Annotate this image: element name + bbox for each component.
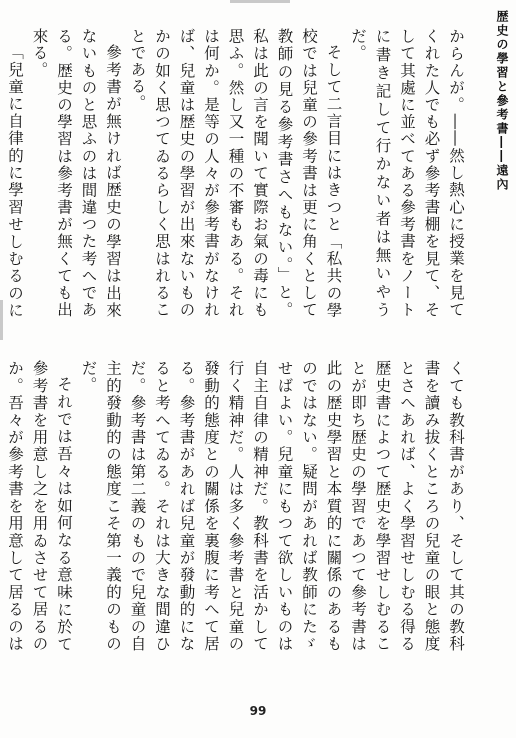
running-head: 歴史の學習と參考書――遠內 bbox=[495, 10, 509, 192]
scan-edge-mark-top bbox=[230, 0, 290, 3]
paragraph: それでは吾々は如何なる意味に於て參考書を用意し之を用ゐさせて居るのか。吾々が參考書を用意して居るのは bbox=[6, 360, 73, 652]
paragraph: からんが。――然し熱心に授業を見てくれた人でも必ず參考書棚を見て、そして其處に並べてある參考書をノートに書き記して行かない者は無いやうだ。 bbox=[349, 28, 465, 318]
page-number: 99 bbox=[249, 704, 267, 718]
paragraph: 參考書が無ければ歴史の學習は出來ないものと思ふのは間違つた考へである。歴史の學習は參考書が無くても出來る。 bbox=[30, 28, 122, 318]
upper-text-block bbox=[6, 28, 468, 318]
paragraph: そして二言目にはきつと「私共の學校では兒童の參考書は更に角くとして教師の見る參考書さへもない。」と。私は此の言を聞いて實際お氣の毒にも思ふ。然し又一種の不審もある。それは何か。是等の人々が參考書がなければ、兒童は歴史の學習が出來ないものかの如く思つてゐるらしく思はれることである。 bbox=[128, 28, 343, 318]
paragraph: 「兒童に自律的に學習せしむるのに bbox=[6, 43, 24, 318]
lower-text-block bbox=[6, 360, 468, 652]
paragraph: くても教科書があり、そして其の教科書を讀み拔くところの兒童の眼と態度とさへあれば、よく學習せしむる得る歴史書によつて歴史を學習せしむることが即ち歴史の學習であつて參考書は此の歴史學習と本質的に關係のあるものではない。疑問があれば教師にたゞせばよい。兒童にもつて欲しいものは自主自律の精神だ。教科書を活かして行く精神だ。人は多く參考書と兒童の發動的態度との關係を裏腹に考へて居る。參考書があれば兒童が發動的になると考へてゐる。それは大きな間違ひだ。參考書は第二義のもので兒童の自主的發動的の態度こそ第一義的のものだ。 bbox=[79, 360, 465, 652]
